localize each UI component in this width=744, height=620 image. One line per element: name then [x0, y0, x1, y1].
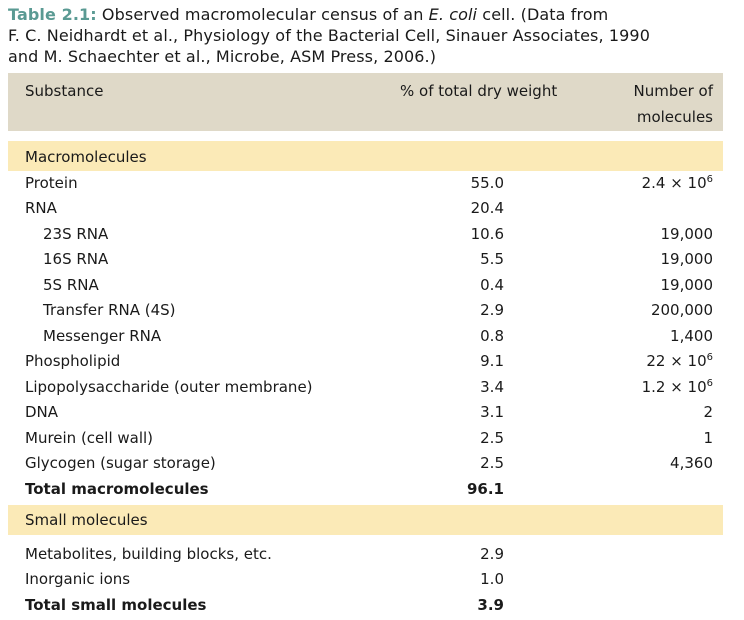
row-exponent: 6 [706, 174, 713, 185]
header-number-line2: molecules [636, 108, 713, 126]
row-molecules: $1.2 \times 10^6$ [641, 378, 713, 396]
row-molecules: 2 [703, 403, 713, 421]
row-percent: 5.5 [480, 250, 504, 268]
row-percent: 3.1 [480, 403, 504, 421]
row-molecules: 4,360 [670, 454, 713, 472]
row-molecules: 19,000 [660, 225, 713, 243]
caption-text-a: Observed macromolecular census of an [96, 5, 429, 24]
row-percent: 96.1 [466, 480, 504, 498]
header-number-line1: Number of [633, 82, 713, 100]
row-percent: 55.0 [470, 174, 504, 192]
row-substance: Messenger RNA [43, 327, 162, 345]
section-small-molecules: Small molecules [25, 511, 148, 529]
caption-text-b: cell. (Data from [477, 5, 609, 24]
row-substance: Murein (cell wall) [25, 429, 154, 447]
row-substance: Glycogen (sugar storage) [25, 454, 216, 472]
row-substance: Lipopolysaccharide (outer membrane) [25, 378, 313, 396]
row-percent: 0.4 [480, 276, 504, 294]
table-label: Table 2.1: [8, 5, 97, 24]
row-molecules: $2.4 \times 10^6$ [641, 174, 713, 192]
row-percent: 2.9 [480, 545, 504, 563]
row-molecules: 1 [703, 429, 713, 447]
header-substance: Substance [25, 82, 104, 100]
row-percent: 2.5 [480, 429, 504, 447]
row-substance: Phospholipid [25, 352, 121, 370]
row-substance: Protein [25, 174, 78, 192]
caption-line-1 [8, 4, 733, 25]
row-molecules: $22 \times 10^6$ [646, 352, 713, 370]
row-substance: DNA [25, 403, 59, 421]
species-name: E. coli [428, 5, 478, 24]
row-substance: RNA [25, 199, 57, 217]
row-substance: Transfer RNA (4S) [43, 301, 176, 319]
row-percent: 2.5 [480, 454, 504, 472]
table-caption [8, 4, 733, 67]
header-percent: % of total dry weight [400, 82, 558, 100]
caption-line-2: F. C. Neidhardt et al., Physiology of the Bacterial Cell, Sinauer Associates, 1990 [8, 26, 650, 45]
row-percent: 10.6 [470, 225, 504, 243]
row-percent: 1.0 [480, 570, 504, 588]
row-percent: 0.8 [480, 327, 504, 345]
row-substance: Total macromolecules [25, 480, 209, 498]
section-macromolecules: Macromolecules [25, 148, 147, 166]
caption-line-3: and M. Schaechter et al., Microbe, ASM Press, 2006.) [8, 47, 437, 66]
row-percent: 2.9 [480, 301, 504, 319]
row-percent: 20.4 [470, 199, 504, 217]
row-substance: Inorganic ions [25, 570, 131, 588]
row-substance: 23S RNA [43, 225, 109, 243]
row-substance: 5S RNA [43, 276, 99, 294]
row-molecules: 1,400 [670, 327, 713, 345]
row-percent: 3.4 [480, 378, 504, 396]
row-molecules: 200,000 [650, 301, 713, 319]
row-exponent: 6 [706, 352, 713, 363]
row-percent: 3.9 [477, 596, 504, 614]
row-substance: 16S RNA [43, 250, 109, 268]
row-molecules: 19,000 [660, 276, 713, 294]
row-percent: 9.1 [480, 352, 504, 370]
row-substance: Total small molecules [25, 596, 207, 614]
row-molecules: 19,000 [660, 250, 713, 268]
row-exponent: 6 [706, 378, 713, 389]
row-substance: Metabolites, building blocks, etc. [25, 545, 272, 563]
